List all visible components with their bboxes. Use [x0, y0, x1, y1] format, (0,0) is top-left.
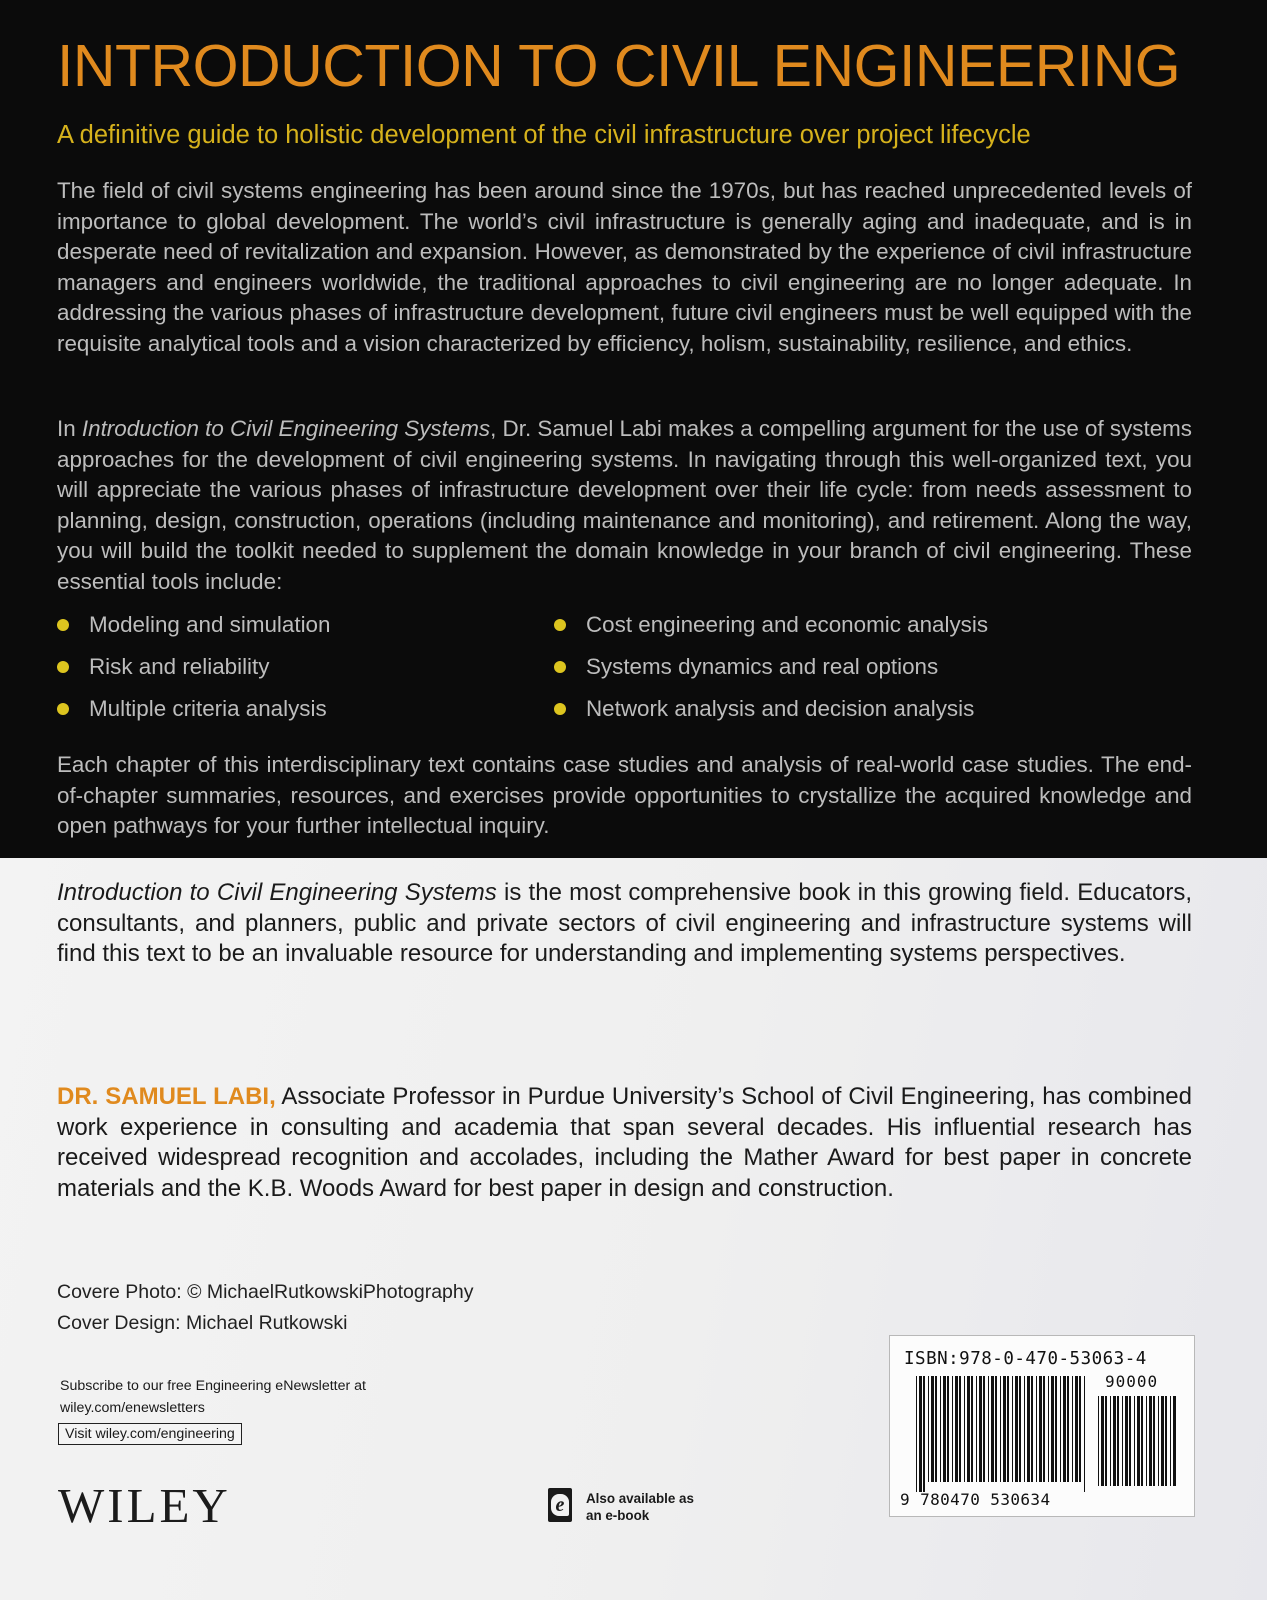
bullet-text: Modeling and simulation	[89, 612, 331, 637]
description-paragraph-1: The field of civil systems engineering has been around since the 1970s, but has reached unprecedented levels of importance to global development. The world’s civil infrastructure is generally aging and inadequate, and is in desperate need of revitalization and expansion. However, as demonstrated by the experience of civil infrastructure managers and engineers worldwide, the traditional approaches to civil engineering are no longer adequate. In addressing the various phases of infrastructure development, future civil engineers must be well equipped with the requisite analytical tools and a vision characterized by efficiency, holism, sustainability, resilience, and ethics.	[57, 178, 1192, 356]
bullet-item	[57, 694, 327, 724]
barcode-bar	[1117, 1396, 1119, 1486]
bullet-dot-icon	[57, 619, 69, 631]
tools-bullet-list	[57, 610, 1192, 736]
bullet-dot-icon	[554, 619, 566, 631]
paragraph-2-body: , Dr. Samuel Labi makes a compelling argument for the use of systems approaches for the development of civil engineering systems. In navigating through this well-organized text, you will appreciate the various phases of infrastructure development over their life cycle: from needs assessment to planning, design, construction, operations (including maintenance and monitoring), and retirement. Along the way, you will build the toolkit needed to supplement the domain knowledge in your branch of civil engineering. These essential tools include:	[57, 416, 1193, 594]
bullet-text: Risk and reliability	[89, 654, 270, 679]
summary-body: is the most comprehensive book in this growing field. Educators, consultants, and planners, public and private sectors of civil engineering and infrastructure systems will find this text to be an invaluable resource for understanding and implementing systems perspectives.	[57, 879, 1193, 967]
barcode-bar	[1129, 1396, 1131, 1486]
book-title: INTRODUCTION TO CIVIL ENGINEERING	[57, 33, 1181, 99]
barcode-bar	[1170, 1396, 1171, 1486]
barcode-bar	[1105, 1396, 1107, 1486]
barcode-bar	[943, 1376, 946, 1482]
barcode-bar	[952, 1376, 953, 1482]
barcode-bar	[931, 1376, 934, 1482]
barcode-bars	[916, 1376, 1088, 1492]
barcode-bar	[988, 1376, 989, 1482]
author-bio-paragraph	[57, 1082, 1192, 1204]
bullet-item	[554, 694, 974, 724]
barcode-bar	[1141, 1396, 1143, 1486]
e-book-icon	[548, 1488, 572, 1522]
barcode-bar	[1161, 1396, 1164, 1486]
barcode-bar	[940, 1376, 941, 1482]
barcode-bar	[991, 1376, 994, 1482]
barcode-bar	[1153, 1396, 1155, 1486]
barcode-bar	[1063, 1376, 1066, 1482]
visit-website-link[interactable]: Visit wiley.com/engineering	[58, 1423, 242, 1445]
barcode-bar	[1015, 1376, 1018, 1482]
barcode-bar	[1101, 1396, 1104, 1486]
barcode-bar	[964, 1376, 965, 1482]
bullet-text: Multiple criteria analysis	[89, 696, 327, 721]
bullet-item	[554, 652, 938, 682]
barcode-bar	[1007, 1376, 1009, 1482]
barcode-bar	[1036, 1376, 1037, 1482]
barcode-bar	[1079, 1376, 1081, 1482]
barcode-bar	[1027, 1376, 1030, 1482]
summary-book-title: Introduction to Civil Engineering Systems	[57, 879, 497, 906]
barcode-bar	[1084, 1376, 1085, 1492]
barcode-bar	[995, 1376, 997, 1482]
barcode-bar	[1075, 1376, 1078, 1482]
barcode-bar	[1048, 1376, 1049, 1482]
book-subtitle: A definitive guide to holistic development of the civil infrastructure over project lifecycle	[57, 121, 1031, 149]
bullet-dot-icon	[554, 703, 566, 715]
barcode-bar	[1137, 1396, 1140, 1486]
barcode-addon-bars	[1098, 1396, 1178, 1496]
cover-photo-credit: Covere Photo: © MichaelRutkowskiPhotography	[57, 1281, 474, 1303]
barcode-bar	[935, 1376, 937, 1482]
ebook-availability-text: Also available as an e-book	[586, 1491, 694, 1523]
barcode-bar	[1110, 1396, 1111, 1486]
summary-paragraph	[57, 878, 1192, 970]
bullet-item	[554, 610, 988, 640]
barcode-bar	[919, 1376, 922, 1492]
publisher-logo: WILEY	[58, 1478, 231, 1533]
description-paragraph-2	[57, 414, 1192, 598]
paragraph-2-prefix: In	[57, 416, 82, 441]
barcode-bar	[1173, 1396, 1176, 1486]
e-book-icon-letter: e	[551, 1494, 569, 1516]
barcode-bar	[1098, 1396, 1099, 1486]
barcode-bar	[1122, 1396, 1123, 1486]
bullet-text: Cost engineering and economic analysis	[586, 612, 989, 637]
newsletter-text: Subscribe to our free Engineering eNewsletter at wiley.com/enewsletters	[60, 1378, 366, 1416]
barcode-bar	[1000, 1376, 1001, 1482]
barcode-bar	[1072, 1376, 1073, 1482]
barcode-bar	[959, 1376, 961, 1482]
barcode-digits: 9 780470 530634	[900, 1490, 1051, 1509]
barcode-bar	[1003, 1376, 1006, 1482]
description-paragraph-3: Each chapter of this interdisciplinary text contains case studies and analysis of real-world case studies. The end-of-chapter summaries, resources, and exercises provide opportunities to crystallize the acquired knowledge and open pathways for your further intellectual inquiry.	[57, 752, 1192, 839]
barcode-bar	[1012, 1376, 1013, 1482]
barcode-bar	[1051, 1376, 1054, 1482]
barcode-bar	[967, 1376, 970, 1482]
author-bio: Associate Professor in Purdue University’s School of Civil Engineering, has combined work experience in consulting and academia that span several decades. His influential research has received widespread recognition and accolades, including the Mather Award for best paper in concrete materials and the K.B. Woods Award for best paper in design and construction.	[57, 1083, 1192, 1202]
barcode-bar	[947, 1376, 949, 1482]
barcode-bar	[1146, 1396, 1147, 1486]
bullet-dot-icon	[554, 661, 566, 673]
barcode-bar	[1125, 1396, 1128, 1486]
barcode-bar	[923, 1376, 925, 1492]
barcode-bar	[976, 1376, 977, 1482]
barcode-bar	[1024, 1376, 1025, 1482]
barcode-bar	[1043, 1376, 1045, 1482]
barcode-bar	[1134, 1396, 1135, 1486]
author-name: DR. SAMUEL LABI,	[57, 1083, 276, 1110]
isbn-barcode	[889, 1335, 1195, 1517]
barcode-bar	[1149, 1396, 1152, 1486]
barcode-bar	[979, 1376, 982, 1482]
bullet-text: Systems dynamics and real options	[586, 654, 939, 679]
price-code: 90000	[1105, 1372, 1159, 1391]
isbn-label: ISBN:978-0-470-53063-4	[904, 1349, 1147, 1369]
barcode-bar	[1165, 1396, 1167, 1486]
barcode-bar	[971, 1376, 973, 1482]
barcode-bar	[983, 1376, 985, 1482]
barcode-bar	[916, 1376, 917, 1492]
bullet-dot-icon	[57, 703, 69, 715]
barcode-bar	[1060, 1376, 1061, 1482]
barcode-bar	[1031, 1376, 1033, 1482]
barcode-bar	[1158, 1396, 1159, 1486]
barcode-bar	[1067, 1376, 1069, 1482]
bullet-text: Network analysis and decision analysis	[586, 696, 975, 721]
paragraph-2-book-title: Introduction to Civil Engineering Systems	[81, 416, 491, 441]
barcode-bar	[1019, 1376, 1021, 1482]
barcode-bar	[1039, 1376, 1042, 1482]
barcode-bar	[928, 1376, 929, 1482]
bullet-item	[57, 610, 330, 640]
barcode-bar	[1055, 1376, 1057, 1482]
bullet-item	[57, 652, 269, 682]
barcode-bar	[955, 1376, 958, 1482]
cover-design-credit: Cover Design: Michael Rutkowski	[57, 1312, 348, 1334]
barcode-bar	[1113, 1396, 1116, 1486]
bullet-dot-icon	[57, 661, 69, 673]
